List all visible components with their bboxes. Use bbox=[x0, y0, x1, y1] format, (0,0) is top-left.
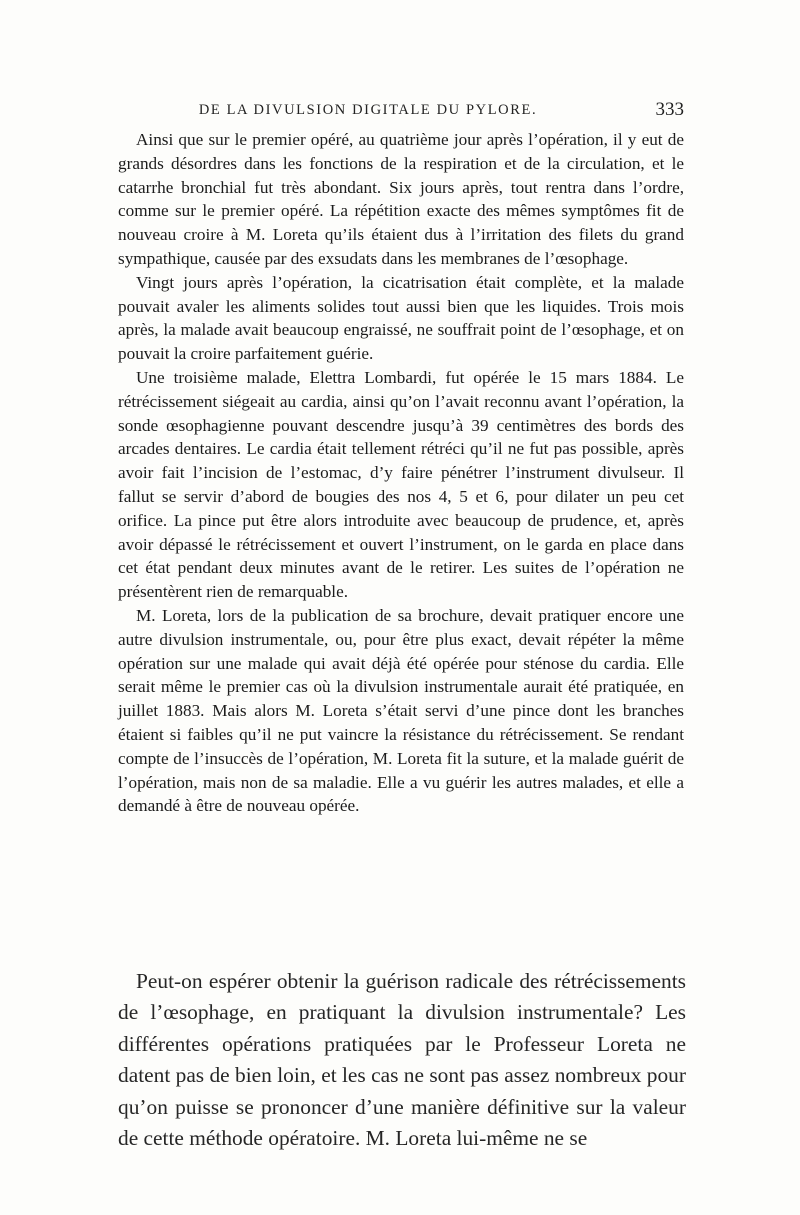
paragraph-twenty-days: Vingt jours après l’opération, la cicatrisation était complète, et la malade pouvait avaler les aliments solides tout aussi bien que les liquides. Trois mois après, la malade avait beaucoup engraissé, ne souffrait point de l’œsophage, et on pouvait la croire parfaitement guérie. bbox=[118, 272, 684, 364]
page-number: 333 bbox=[655, 99, 684, 120]
closing-section bbox=[118, 966, 686, 1154]
paragraph-third-patient: Une troisième malade, Elettra Lombardi, fut opérée le 15 mars 1884. Le rétrécissement siégeait au cardia, ainsi qu’on l’avait reconnu avant l’opération, la sonde œsophagienne pouvant descendre jusqu’à 39 centimètres des bords des arcades dentaires. Le cardia était tellement rétréci qu’il ne fut pas possible, après avoir fait l’incision de l’estomac, d’y faire pénétrer l’instrument divulseur. Il fallut se servir d’abord de bougies des nos 4, 5 et 6, pour dilater un peu cet orifice. La pince put être alors introduite avec beaucoup de prudence, et, après avoir dépassé le rétrécissement et ouvert l’instrument, on le garda en place dans cet état pendant deux minutes avant de le retirer. Les suites de l’opération ne présentèrent rien de remarquable. bbox=[118, 367, 684, 602]
paragraph-brochure: M. Loreta, lors de la publication de sa brochure, devait pratiquer encore une autre divulsion instrumentale, ou, pour être plus exact, devait répéter la même opération sur une malade qui avait déjà été opérée pour sténose du cardia. Elle serait même le premier cas où la divulsion instrumentale aurait été pratiquée, en juillet 1883. Mais alors M. Loreta s’était servi d’une pince dont les branches étaient si faibles qu’il ne put vaincre la résistance du rétrécissement. Se rendant compte de l’insuccès de l’opération, M. Loreta fit la suture, et la malade guérit de l’opération, mais non de sa maladie. Elle a vu guérir les autres malades, et elle a demandé à être de nouveau opérée. bbox=[118, 605, 684, 816]
paragraph-radical-cure: Peut-on espérer obtenir la guérison radicale des rétrécissements de l’œsophage, en pratiquant la divulsion instrumentale? Les différentes opérations pratiquées par le Professeur Loreta ne datent pas de bien loin, et les cas ne sont pas assez nombreux pour qu’on puisse se prononcer d’une manière définitive sur la valeur de cette méthode opératoire. M. Loreta lui-même ne se bbox=[118, 969, 686, 1151]
running-title: DE LA DIVULSION DIGITALE DU PYLORE. bbox=[198, 102, 538, 118]
running-head bbox=[118, 99, 684, 126]
paragraph-first-operated: Ainsi que sur le premier opéré, au quatrième jour après l’opération, il y eut de grands désordres dans les fonctions de la respiration et de la circulation, et le catarrhe bronchial fut très abondant. Six jours après, tout rentra dans l’ordre, comme sur le premier opéré. La répétition exacte des mêmes symptômes fit de nouveau croire à M. Loreta qu’ils étaient dus à l’irritation des filets du grand sympathique, causée par des exsudats dans les membranes de l’œsophage. bbox=[118, 130, 684, 268]
body-text bbox=[118, 128, 684, 818]
